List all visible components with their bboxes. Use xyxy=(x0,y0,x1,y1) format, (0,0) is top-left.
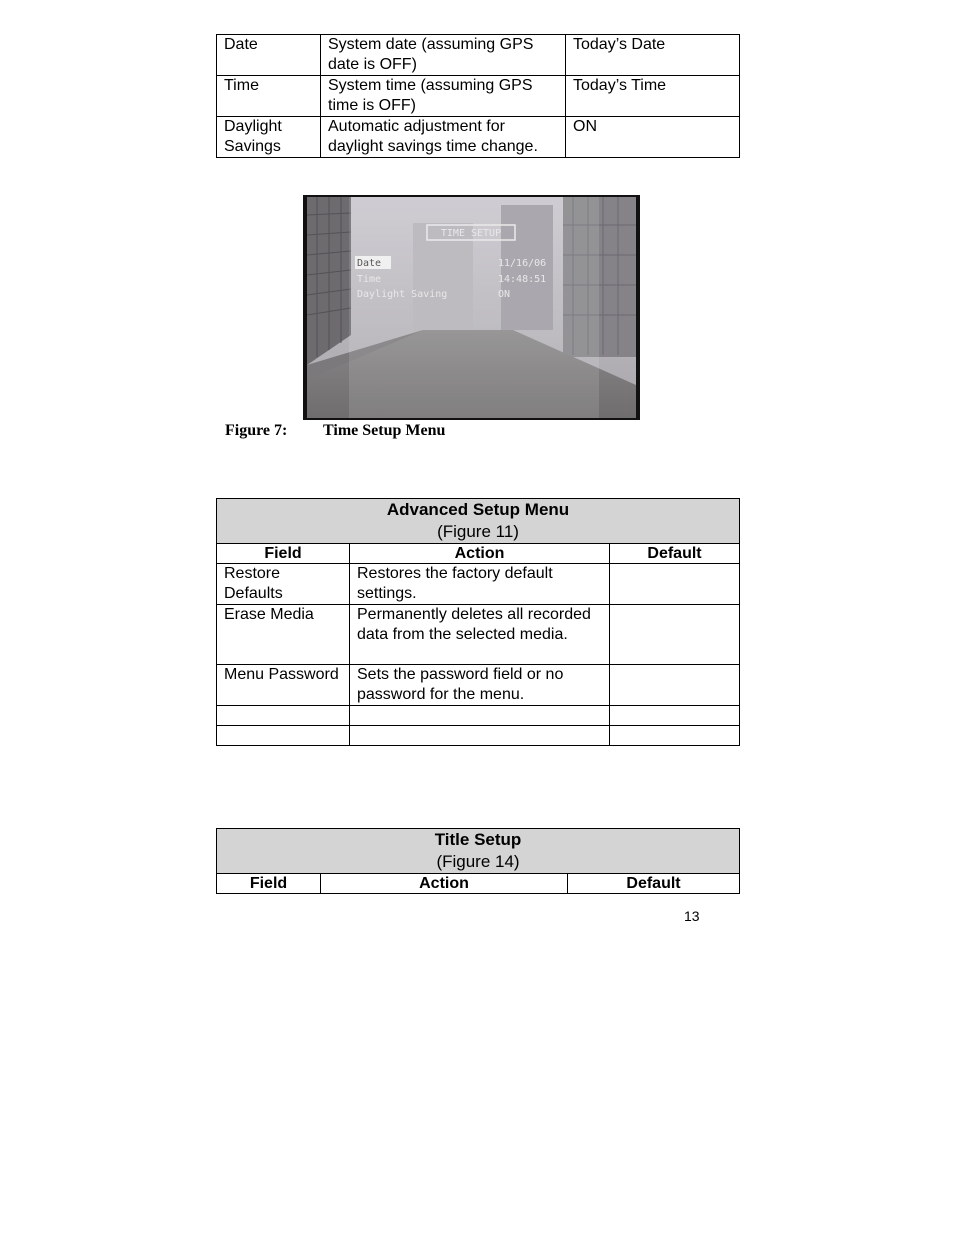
osd-item-dst-value: ON xyxy=(498,289,511,300)
default-cell: ON xyxy=(566,117,740,158)
field-cell: Erase Media xyxy=(217,605,350,665)
default-cell xyxy=(610,605,740,665)
table-row xyxy=(217,76,740,117)
action-cell: Automatic adjustment for daylight savings time change. xyxy=(321,117,566,158)
table-row xyxy=(217,605,740,665)
empty-cell xyxy=(350,706,610,726)
default-cell: Today’s Date xyxy=(566,35,740,76)
field-cell: Daylight Savings xyxy=(217,117,321,158)
default-cell xyxy=(610,665,740,706)
action-cell: Permanently deletes all recorded data from the selected media. xyxy=(350,605,610,665)
table-title-cell xyxy=(217,829,740,874)
action-cell: Restores the factory default settings. xyxy=(350,564,610,605)
time-settings-table xyxy=(216,34,740,158)
table-title-cell xyxy=(217,499,740,544)
table-subtitle: (Figure 11) xyxy=(437,522,519,541)
column-header-default: Default xyxy=(568,874,740,894)
osd-item-dst-label: Daylight Saving xyxy=(357,289,448,300)
empty-cell xyxy=(217,706,350,726)
advanced-setup-table xyxy=(216,498,740,746)
empty-cell xyxy=(610,726,740,746)
column-header-row xyxy=(217,874,740,894)
table-row xyxy=(217,117,740,158)
action-cell: System date (assuming GPS date is OFF) xyxy=(321,35,566,76)
default-cell xyxy=(610,564,740,605)
field-cell: Menu Password xyxy=(217,665,350,706)
empty-row xyxy=(217,726,740,746)
osd-title: TIME SETUP xyxy=(440,228,502,239)
osd-item-time-value: 14:48:51 xyxy=(498,274,547,285)
empty-cell xyxy=(350,726,610,746)
time-setup-screenshot xyxy=(303,195,640,420)
action-cell: Sets the password field or no password for the menu. xyxy=(350,665,610,706)
osd-item-date-value: 11/16/06 xyxy=(498,258,547,269)
figure-caption xyxy=(225,422,445,440)
column-header-action: Action xyxy=(350,544,610,564)
table-subtitle: (Figure 14) xyxy=(436,852,520,871)
table-row xyxy=(217,665,740,706)
empty-cell xyxy=(217,726,350,746)
action-cell: System time (assuming GPS time is OFF) xyxy=(321,76,566,117)
column-header-field: Field xyxy=(217,874,321,894)
table-title: Advanced Setup Menu xyxy=(386,500,570,519)
column-header-field: Field xyxy=(217,544,350,564)
table-header-row xyxy=(217,829,740,874)
field-cell: Date xyxy=(217,35,321,76)
empty-cell xyxy=(610,706,740,726)
field-cell: Restore Defaults xyxy=(217,564,350,605)
column-header-action: Action xyxy=(321,874,568,894)
table-row xyxy=(217,564,740,605)
title-setup-table xyxy=(216,828,740,894)
caption-text: Time Setup Menu xyxy=(323,422,446,439)
page-number: 13 xyxy=(684,908,700,924)
table-row xyxy=(217,35,740,76)
column-header-default: Default xyxy=(610,544,740,564)
empty-row xyxy=(217,706,740,726)
osd-item-time-label: Time xyxy=(357,274,382,285)
caption-label: Figure 7: xyxy=(225,422,288,439)
default-cell: Today’s Time xyxy=(566,76,740,117)
table-title: Title Setup xyxy=(434,830,522,849)
osd-item-date-label: Date xyxy=(357,258,382,269)
column-header-row xyxy=(217,544,740,564)
field-cell: Time xyxy=(217,76,321,117)
table-header-row xyxy=(217,499,740,544)
